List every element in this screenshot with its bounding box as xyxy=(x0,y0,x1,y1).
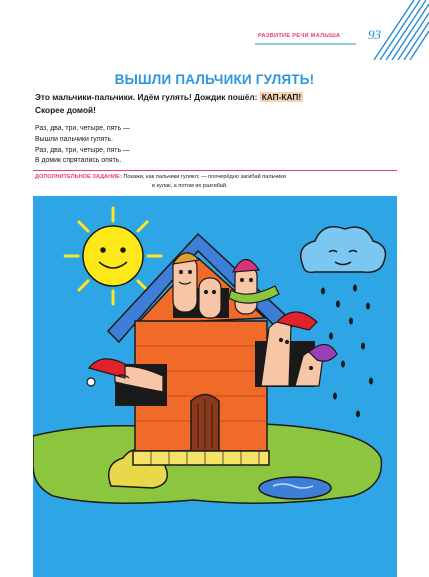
finger-house-illustration xyxy=(33,196,397,577)
verse-line: Раз, два, три, четыре, пять — xyxy=(35,146,130,154)
intro-highlight: КАП-КАП! xyxy=(261,92,302,102)
verse-line: Раз, два, три, четыре, пять — xyxy=(35,125,130,132)
house-foundation xyxy=(133,451,269,465)
task-divider xyxy=(33,170,397,171)
intro-text xyxy=(35,91,405,117)
intro-line1: Это мальчики-пальчики. Идём гулять! Дождик пошёл: xyxy=(35,92,258,102)
finger-character xyxy=(199,278,221,318)
page-title: ВЫШЛИ ПАЛЬЧИКИ ГУЛЯТЬ! xyxy=(114,72,315,87)
task-line2: в кулак, а потом их разгибай. xyxy=(152,183,228,189)
page-number: 93 xyxy=(368,27,381,42)
finger-character xyxy=(173,253,199,312)
puddle xyxy=(259,477,331,499)
task-line1: Покажи, как пальчики гуляют, — поочерёдно загибай пальчики xyxy=(123,174,286,180)
additional-task xyxy=(35,173,397,191)
intro-line2: Скорее домой! xyxy=(35,105,96,115)
house-door xyxy=(191,395,219,452)
verse-line: В домик спрятались опять. xyxy=(35,157,122,165)
header-stripes xyxy=(0,0,429,60)
poem-verse xyxy=(35,124,235,167)
section-label: РАЗВИТИЕ РЕЧИ МАЛЫША xyxy=(258,33,341,39)
verse-line: Вышли пальчики гулять. xyxy=(35,135,114,143)
task-label: ДОПОЛНИТЕЛЬНОЕ ЗАДАНИЕ: xyxy=(35,174,122,180)
